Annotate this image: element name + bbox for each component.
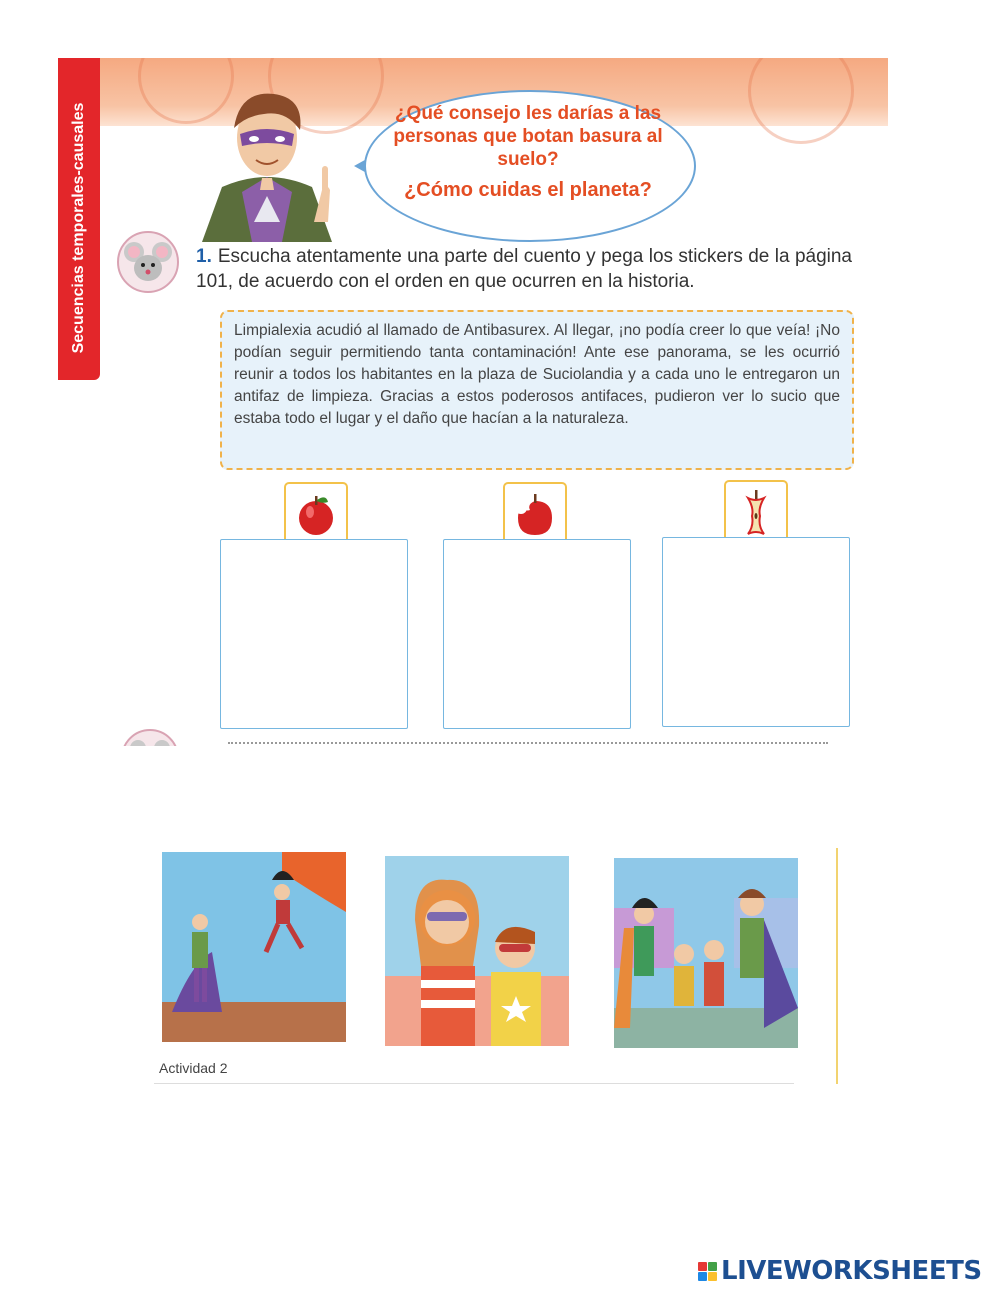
heroes-with-children-sticker[interactable] xyxy=(614,858,798,1048)
activity-1-number: 1. xyxy=(196,246,212,267)
story-excerpt-box xyxy=(220,310,854,470)
order-tag-3 xyxy=(724,480,788,544)
children-with-masks-sticker[interactable] xyxy=(385,856,569,1046)
sticker-slot-3[interactable] xyxy=(662,537,850,727)
order-tag-1 xyxy=(284,482,348,546)
cropped-next-instruction xyxy=(228,742,828,746)
story-excerpt-text: Limpialexia acudió al llamado de Antibasurex. Al llegar, ¡no podía creer lo que veía! ¡No podían seguir permitiendo tanta contaminación! Ante ese panorama, se les ocurrió reunir a todos los habitantes en la plaza de Suciolandia y a cada uno le entregaron un antifaz de limpieza. Gracias a estos poderosos antifaces, pudieron ver lo sucio que estaba todo el lugar y el daño que hacían a la naturaleza. xyxy=(234,322,840,427)
bitten-apple-icon xyxy=(505,484,565,544)
liveworksheets-wordmark: LIVEWORKSHEETS xyxy=(721,1256,982,1286)
sticker-slot-2[interactable] xyxy=(443,539,631,729)
speech-bubble-text xyxy=(378,102,678,202)
sticker-panel-edge xyxy=(836,848,838,1084)
whole-apple-icon xyxy=(286,484,346,544)
listening-mouse-icon xyxy=(116,230,180,294)
clock-decoration xyxy=(748,58,854,144)
divider xyxy=(154,1083,794,1084)
activity-1-instruction xyxy=(196,244,852,294)
superhero-illustration xyxy=(182,72,352,242)
listening-mouse-icon xyxy=(120,726,180,746)
section-side-tab xyxy=(58,58,100,380)
liveworksheets-logo-icon xyxy=(698,1262,717,1281)
activity-1-instruction-text: Escucha atentamente una parte del cuento y pega los stickers de la página 101, de acuerdo con el orden en que ocurren en la historia. xyxy=(196,246,852,292)
stickers-caption: Actividad 2 xyxy=(159,1060,228,1076)
sticker-slot-1[interactable] xyxy=(220,539,408,729)
heroes-meeting-sticker[interactable] xyxy=(162,852,346,1042)
worksheet-page xyxy=(58,58,888,746)
liveworksheets-logo xyxy=(698,1256,982,1286)
bubble-question-2: ¿Cómo cuidas el planeta? xyxy=(404,179,652,201)
bubble-question-1: ¿Qué consejo les darías a las personas que botan basura al suelo? xyxy=(393,103,663,170)
apple-core-icon xyxy=(726,482,786,542)
side-tab-label: Secuencias temporales-causales xyxy=(70,102,87,354)
order-tag-2 xyxy=(503,482,567,546)
stickers-panel xyxy=(154,846,838,1084)
